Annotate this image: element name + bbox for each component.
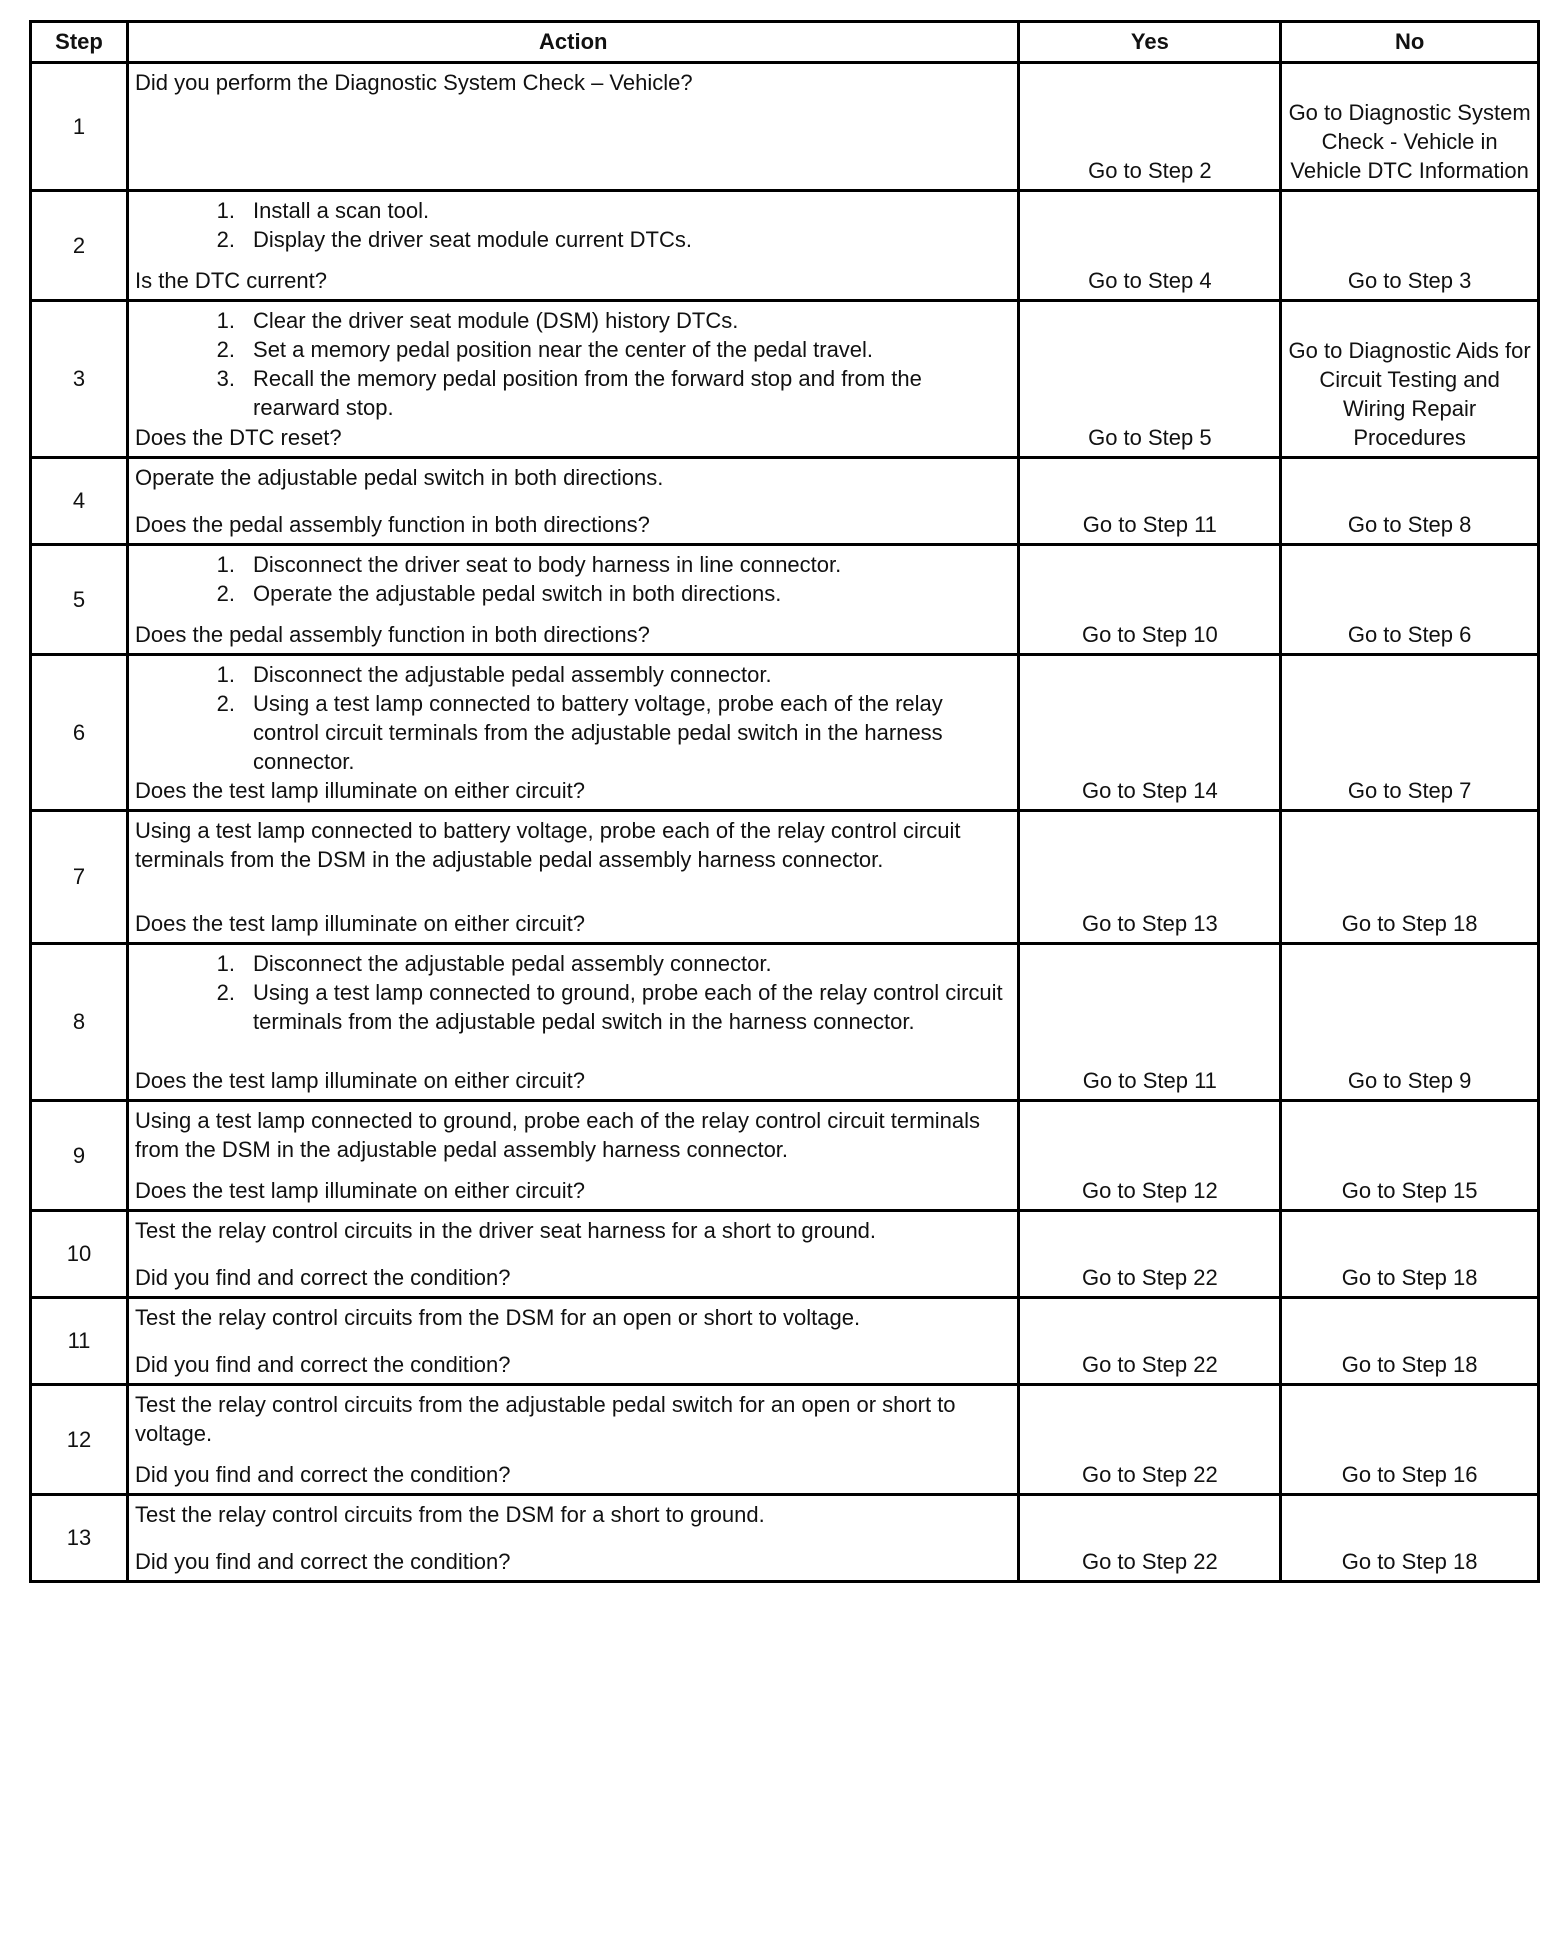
no-result: Go to Step 6 xyxy=(1281,545,1539,655)
action-step-item xyxy=(135,335,1011,364)
yes-result: Go to Step 14 xyxy=(1019,655,1281,811)
action-cell xyxy=(128,1385,1019,1495)
step-number: 10 xyxy=(31,1211,128,1298)
action-step-item xyxy=(135,196,1011,225)
action-text: Test the relay control circuits in the driver seat harness for a short to ground. xyxy=(135,1218,877,1243)
yes-result: Go to Step 22 xyxy=(1019,1298,1281,1385)
header-row xyxy=(31,22,1539,63)
action-cell xyxy=(128,63,1019,191)
action-text: Did you perform the Diagnostic System Check – Vehicle? xyxy=(135,70,693,95)
step-number: 4 xyxy=(31,458,128,545)
no-result: Go to Step 8 xyxy=(1281,458,1539,545)
table-row xyxy=(31,811,1539,944)
table-row xyxy=(31,1101,1539,1211)
action-question: Does the test lamp illuminate on either circuit? xyxy=(135,911,586,936)
action-cell xyxy=(128,1298,1019,1385)
yes-result: Go to Step 22 xyxy=(1019,1495,1281,1582)
action-text: Test the relay control circuits from the DSM for an open or short to voltage. xyxy=(135,1305,861,1330)
table-row xyxy=(31,301,1539,458)
action-question: Did you find and correct the condition? xyxy=(135,1462,511,1487)
yes-result: Go to Step 22 xyxy=(1019,1211,1281,1298)
no-result: Go to Step 18 xyxy=(1281,1211,1539,1298)
action-cell xyxy=(128,811,1019,944)
yes-result: Go to Step 11 xyxy=(1019,944,1281,1101)
table-row xyxy=(31,63,1539,191)
table-row xyxy=(31,191,1539,301)
yes-result: Go to Step 12 xyxy=(1019,1101,1281,1211)
action-cell xyxy=(128,1495,1019,1582)
action-step-number: 1. xyxy=(216,662,236,687)
step-number: 7 xyxy=(31,811,128,944)
action-step-number: 1. xyxy=(216,951,236,976)
action-step-number: 2. xyxy=(216,227,236,252)
action-question: Does the test lamp illuminate on either circuit? xyxy=(135,1068,586,1093)
action-question: Did you find and correct the condition? xyxy=(135,1265,511,1290)
header-action: Action xyxy=(128,22,1019,63)
step-number: 1 xyxy=(31,63,128,191)
diagnostic-table xyxy=(29,20,1540,1583)
action-steps-list xyxy=(135,550,1011,608)
yes-result: Go to Step 13 xyxy=(1019,811,1281,944)
action-step-number: 2. xyxy=(216,581,236,606)
table-row xyxy=(31,1385,1539,1495)
table-row xyxy=(31,655,1539,811)
action-text: Test the relay control circuits from the DSM for a short to ground. xyxy=(135,1502,765,1527)
action-step-text: Disconnect the adjustable pedal assembly connector. xyxy=(253,662,772,687)
no-result: Go to Step 18 xyxy=(1281,1495,1539,1582)
no-result: Go to Step 3 xyxy=(1281,191,1539,301)
action-steps-list xyxy=(135,949,1011,1036)
action-cell xyxy=(128,944,1019,1101)
table-row xyxy=(31,458,1539,545)
action-text: Test the relay control circuits from the adjustable pedal switch for an open or short to voltage. xyxy=(135,1392,956,1446)
action-step-number: 2. xyxy=(216,980,236,1005)
action-step-number: 2. xyxy=(216,691,236,716)
table-row xyxy=(31,545,1539,655)
no-result: Go to Step 7 xyxy=(1281,655,1539,811)
action-text: Using a test lamp connected to battery voltage, probe each of the relay control circuit terminals from the DSM in the adjustable pedal assembly harness connector. xyxy=(135,818,961,872)
action-step-text: Using a test lamp connected to battery voltage, probe each of the relay control circuit terminals from the adjustable pedal switch in the harness connector. xyxy=(253,691,943,774)
action-step-text: Recall the memory pedal position from the forward stop and from the rearward stop. xyxy=(253,366,922,420)
action-steps-list xyxy=(135,660,1011,776)
header-step: Step xyxy=(31,22,128,63)
action-step-number: 1. xyxy=(216,308,236,333)
action-question: Does the test lamp illuminate on either circuit? xyxy=(135,1178,586,1203)
step-number: 6 xyxy=(31,655,128,811)
action-question: Does the test lamp illuminate on either circuit? xyxy=(135,778,586,803)
yes-result: Go to Step 11 xyxy=(1019,458,1281,545)
step-number: 5 xyxy=(31,545,128,655)
action-cell xyxy=(128,458,1019,545)
action-cell xyxy=(128,545,1019,655)
action-step-item xyxy=(135,660,1011,689)
yes-result: Go to Step 2 xyxy=(1019,63,1281,191)
action-step-item xyxy=(135,364,1011,422)
no-result: Go to Step 15 xyxy=(1281,1101,1539,1211)
table-row xyxy=(31,1495,1539,1582)
action-step-text: Operate the adjustable pedal switch in both directions. xyxy=(253,581,782,606)
action-cell xyxy=(128,191,1019,301)
action-step-item xyxy=(135,689,1011,776)
action-steps-list xyxy=(135,196,1011,254)
no-result: Go to Diagnostic System Check - Vehicle in Vehicle DTC Information xyxy=(1281,63,1539,191)
step-number: 9 xyxy=(31,1101,128,1211)
action-step-text: Install a scan tool. xyxy=(253,198,430,223)
action-steps-list xyxy=(135,306,1011,422)
no-result: Go to Step 18 xyxy=(1281,811,1539,944)
action-question: Did you find and correct the condition? xyxy=(135,1352,511,1377)
action-step-number: 3. xyxy=(216,366,236,391)
action-question: Did you find and correct the condition? xyxy=(135,1549,511,1574)
action-step-item xyxy=(135,306,1011,335)
action-step-item xyxy=(135,978,1011,1036)
action-step-item xyxy=(135,225,1011,254)
action-step-item xyxy=(135,550,1011,579)
step-number: 3 xyxy=(31,301,128,458)
action-question: Does the pedal assembly function in both directions? xyxy=(135,622,650,647)
no-result: Go to Step 18 xyxy=(1281,1298,1539,1385)
table-row xyxy=(31,1211,1539,1298)
action-step-text: Clear the driver seat module (DSM) history DTCs. xyxy=(253,308,739,333)
action-step-text: Disconnect the adjustable pedal assembly connector. xyxy=(253,951,772,976)
action-step-text: Set a memory pedal position near the center of the pedal travel. xyxy=(253,337,874,362)
no-result: Go to Step 16 xyxy=(1281,1385,1539,1495)
action-question: Is the DTC current? xyxy=(135,268,327,293)
action-step-text: Disconnect the driver seat to body harness in line connector. xyxy=(253,552,842,577)
no-result: Go to Diagnostic Aids for Circuit Testing and Wiring Repair Procedures xyxy=(1281,301,1539,458)
action-text: Using a test lamp connected to ground, probe each of the relay control circuit terminals from the DSM in the adjustable pedal assembly harness connector. xyxy=(135,1108,981,1162)
step-number: 11 xyxy=(31,1298,128,1385)
step-number: 2 xyxy=(31,191,128,301)
table-row xyxy=(31,944,1539,1101)
action-step-text: Using a test lamp connected to ground, probe each of the relay control circuit terminals from the adjustable pedal switch in the harness connector. xyxy=(253,980,1003,1034)
action-cell xyxy=(128,655,1019,811)
action-step-number: 1. xyxy=(216,552,236,577)
action-cell xyxy=(128,1211,1019,1298)
header-yes: Yes xyxy=(1019,22,1281,63)
table-row xyxy=(31,1298,1539,1385)
action-text: Operate the adjustable pedal switch in both directions. xyxy=(135,465,664,490)
yes-result: Go to Step 22 xyxy=(1019,1385,1281,1495)
yes-result: Go to Step 5 xyxy=(1019,301,1281,458)
yes-result: Go to Step 4 xyxy=(1019,191,1281,301)
step-number: 8 xyxy=(31,944,128,1101)
yes-result: Go to Step 10 xyxy=(1019,545,1281,655)
action-step-number: 1. xyxy=(216,198,236,223)
action-step-number: 2. xyxy=(216,337,236,362)
action-cell xyxy=(128,301,1019,458)
action-cell xyxy=(128,1101,1019,1211)
action-step-text: Display the driver seat module current DTCs. xyxy=(253,227,692,252)
action-question: Does the pedal assembly function in both directions? xyxy=(135,512,650,537)
step-number: 13 xyxy=(31,1495,128,1582)
header-no: No xyxy=(1281,22,1539,63)
no-result: Go to Step 9 xyxy=(1281,944,1539,1101)
step-number: 12 xyxy=(31,1385,128,1495)
action-step-item xyxy=(135,579,1011,608)
action-step-item xyxy=(135,949,1011,978)
action-question: Does the DTC reset? xyxy=(135,425,342,450)
